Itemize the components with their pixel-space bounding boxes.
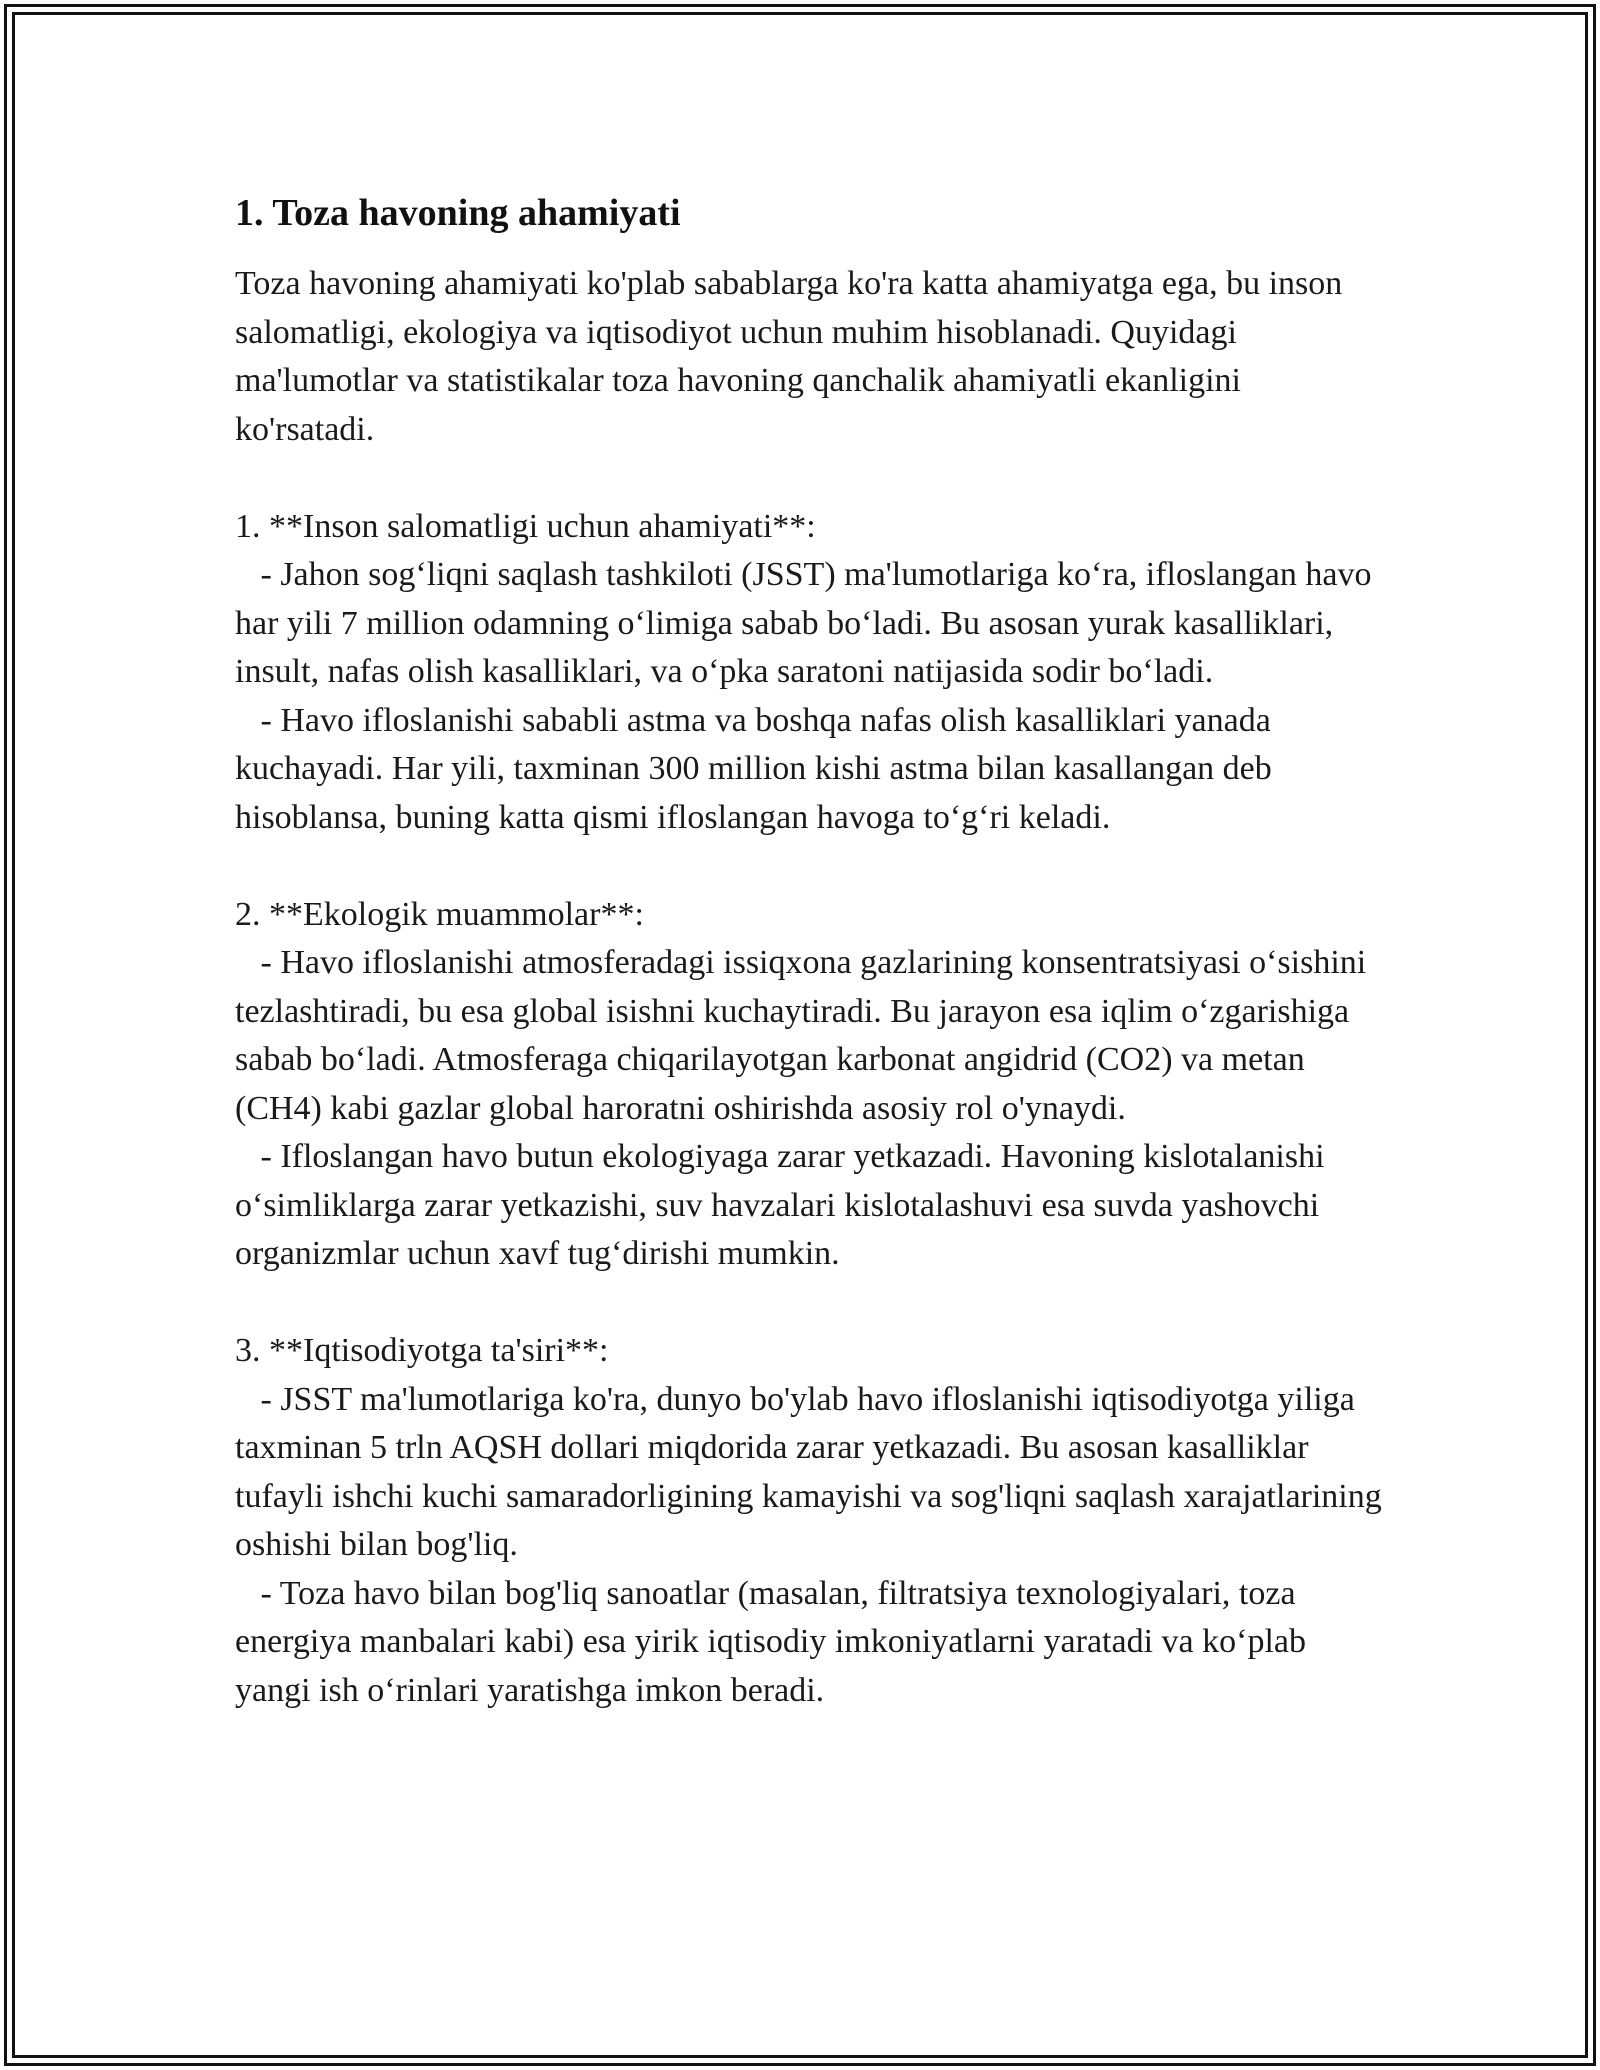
section-point: - JSST ma'lumotlariga ko'ra, dunyo bo'ylab havo ifloslanishi iqtisodiyotga yiliga taxminan 5 trln AQSH dollari miqdorida zarar yetkazadi. Bu asosan kasalliklar tufayli ishchi kuchi samaradorligining kamayishi va sog'liqni saqlash xarajatlarining oshishi bilan bog'liq.: [235, 1380, 1391, 1563]
section-point: - Ifloslangan havo butun ekologiyaga zarar yetkazadi. Havoning kislotalanishi o‘simliklarga zarar yetkazishi, suv havzalari kislotalashuvi esa suvda yashovchi organizmlar uchun xavf tug‘dirishi mumkin.: [235, 1138, 1334, 1272]
section-point: - Jahon sog‘liqni saqlash tashkiloti (JSST) ma'lumotlariga ko‘ra, ifloslangan havo har yili 7 million odamning o‘limiga sabab bo‘ladi. Bu asosan yurak kasalliklari, insult, nafas olish kasalliklari, va o‘pka saratoni natijasida sodir bo‘ladi.: [235, 556, 1380, 690]
section-point: - Havo ifloslanishi sababli astma va boshqa nafas olish kasalliklari yanada kuchayadi. Har yili, taxminan 300 million kishi astma bilan kasallangan deb hisoblansa, buning katta qismi ifloslangan havoga to‘g‘ri keladi.: [235, 701, 1281, 836]
section-title: 1. **Inson salomatligi uchun ahamiyati**:: [235, 507, 816, 545]
section-point: - Toza havo bilan bog'liq sanoatlar (masalan, filtratsiya texnologiyalari, toza energiya manbalari kabi) esa yirik iqtisodiy imkoniyatlarni yaratadi va ko‘plab yangi ish o‘rinlari yaratishga imkon beradi.: [235, 1574, 1315, 1709]
blank-line: [235, 842, 1385, 891]
intro-paragraph: Toza havoning ahamiyati ko'plab sabablarga ko'ra katta ahamiyatga ega, bu inson salomatligi, ekologiya va iqtisodiyot uchun muhim hisoblanadi. Quyidagi ma'lumotlar va statistikalar toza havoning qanchalik ahamiyatli ekanligini ko'rsatadi.: [235, 265, 1351, 448]
blank-line: [235, 454, 1385, 503]
document-body: [235, 188, 1391, 1715]
page-title: 1. Toza havoning ahamiyati: [235, 192, 681, 234]
section-point: - Havo ifloslanishi atmosferadagi issiqxona gazlarining konsentratsiyasi o‘sishini tezlashtiradi, bu esa global isishni kuchaytiradi. Bu jarayon esa iqlim o‘zgarishiga sabab bo‘ladi. Atmosferaga chiqarilayotgan karbonat angidrid (CO2) va metan (CH4) kabi gazlar global haroratni oshirishda asosiy rol o'ynaydi.: [235, 944, 1375, 1127]
section-health: [235, 503, 1385, 843]
section-economy: [235, 1327, 1391, 1715]
section-title: 2. **Ekologik muammolar**:: [235, 895, 644, 933]
section-ecology: [235, 891, 1385, 1279]
blank-line: [235, 1279, 1385, 1328]
section-title: 3. **Iqtisodiyotga ta'siri**:: [235, 1332, 609, 1369]
